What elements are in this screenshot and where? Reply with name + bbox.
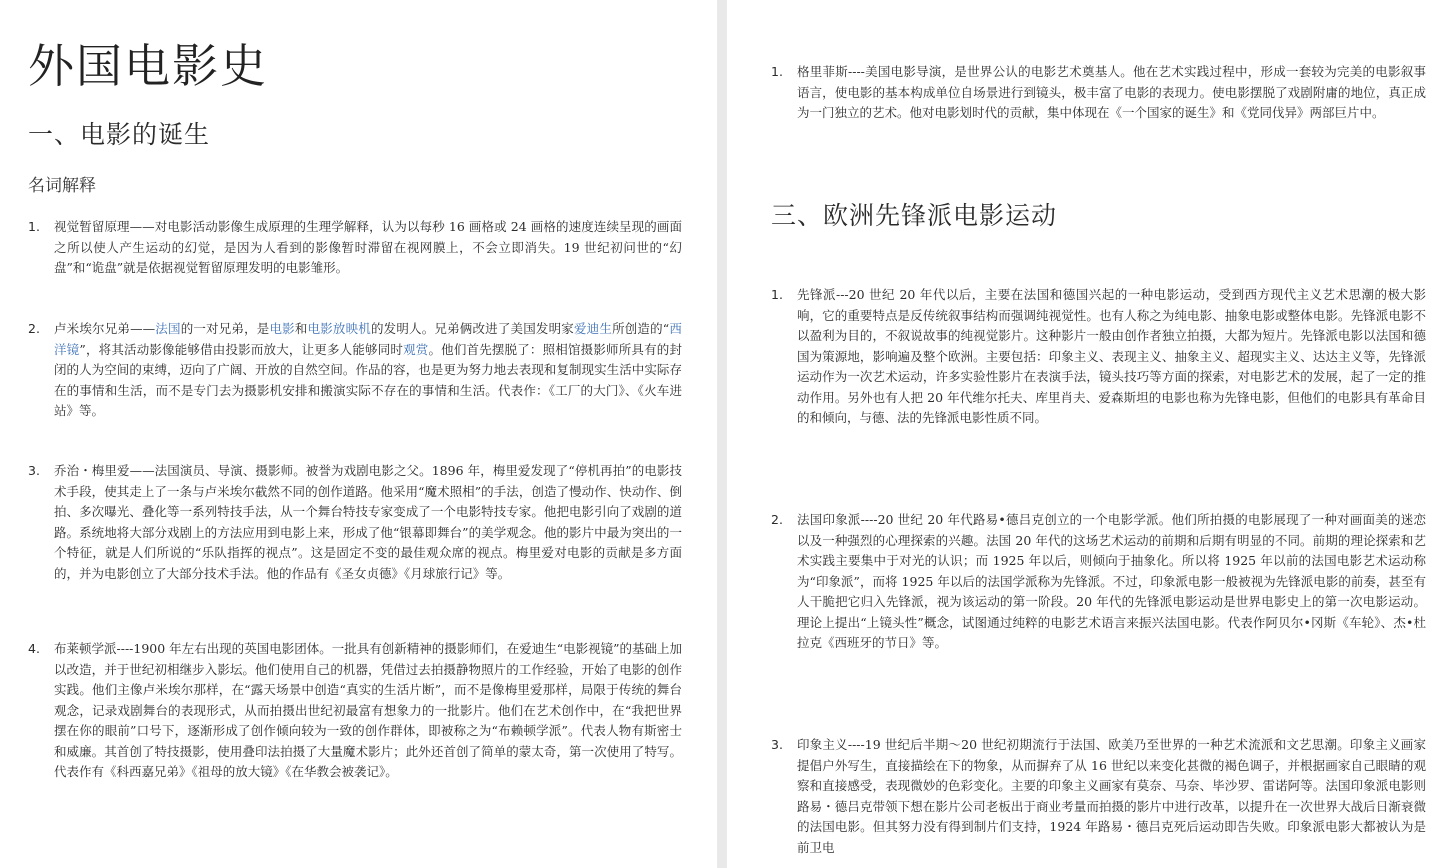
- document-title: 外国电影史: [28, 39, 268, 93]
- list-item: [771, 285, 1426, 429]
- list-number: 1.: [771, 287, 783, 302]
- subheading-terms: 名词解释: [28, 176, 96, 196]
- list-number: 3.: [28, 463, 40, 478]
- list-item-text: [54, 319, 682, 422]
- list-item-text: 法国印象派----20 世纪 20 年代路易•德吕克创立的一个电影学派。他们所拍摄的电影展现了一种对画面美的迷恋以及一种强烈的心理探索的兴趣。法国 20 年代的这场艺术运动的前期和后期有明显的不同。前期的理论探索和艺术实践主要集中于对光的认识；而 1925 年以后，则倾向于抽象化。所以将 1925 年以前的法国电影艺术运动称为“印象派”，而将 1925 年以后的法国学派称为先锋派。不过，印象派电影一般被视为先锋派电影的前奏，甚至有人干脆把它归入先锋派，视为该运动的第一阶段。20 年代的先锋派电影运动是世界电影史上的第一次电影运动。理论上提出“上镜头性”概念，试图通过纯粹的电影艺术语言来振兴法国电影。代表作阿贝尔•冈斯《车轮》、杰•杜拉克《西班牙的节日》等。: [797, 512, 1426, 650]
- document-page-left: [0, 0, 717, 868]
- text-segment: 的发明人。兄弟俩改进了美国发明家: [371, 321, 574, 336]
- text-segment: ”，将其活动影像能够借由投影而放大，让更多人能够同时: [79, 341, 404, 357]
- list-item: [28, 319, 682, 422]
- list-item-text: 先锋派---20 世纪 20 年代以后，主要在法国和德国兴起的一种电影运动，受到西方现代主义艺术思潮的极大影响，它的重要特点是反传统叙事结构而强调纯视觉性。也有人称之为纯电影、抽象电影或整体电影。先锋派电影不以盈利为目的，不叙说故事的纯视觉影片。这种影片一般由创作者独立拍摄，大都为短片。先锋派电影以法国和德国为策源地，影响遍及整个欧洲。主要包括：印象主义、表现主义、抽象主义、超现实主义、达达主义等，先锋派运动作为一次艺术运动，许多实验性影片在表演手法，镜头技巧等方面的探索，对电影艺术的发展，起了一定的推动作用。另外也有人把 20 年代维尔托夫、库里肖夫、爱森斯坦的电影也称为先锋电影，但他们的电影具有革命目的和倾向，与德、法的先锋派电影性质不同。: [797, 287, 1426, 425]
- text-segment: 。他们首先摆脱了：照相馆摄影师所具有的封闭的人为空间的束缚，迈向了广阔、开放的自然空间。作品的容，也是更为努力地去表现和复制现实生活中实际存在的事情和生活，而不是专门去为摄影机安排和搬演实际不存在的事情和生活。代表作：《工厂的大门》、《火车进站》等。: [54, 341, 682, 418]
- list-item-text: 视觉暂留原理——对电影活动影像生成原理的生理学解释，认为以每秒 16 画格或 24 画格的速度连续呈现的画面之所以使人产生运动的幻觉，是因为人看到的影像暂时滞留在视网膜上，不会立即消失。19 世纪初问世的“幻盘”和“诡盘”就是依据视觉暂留原理发明的电影雏形。: [54, 219, 682, 275]
- hyperlink[interactable]: 电影放映机: [307, 321, 371, 336]
- list-item-text: 格里菲斯----美国电影导演，是世界公认的电影艺术奠基人。他在艺术实践过程中，形成一套较为完美的电影叙事语言，使电影的基本构成单位自场景进行到镜头，极丰富了电影的表现力。使电影摆脱了戏剧附庸的地位，真正成为一门独立的艺术。他对电影划时代的贡献，集中体现在《一个国家的诞生》和《党同伐异》两部巨片中。: [797, 64, 1426, 120]
- hyperlink[interactable]: 观赏: [403, 341, 429, 357]
- list-number: 4.: [28, 641, 40, 656]
- page-gap: [717, 0, 727, 868]
- list-item-text: 布莱顿学派----1900 年左右出现的英国电影团体。一批具有创新精神的摄影师们，在爱迪生“电影视镜”的基础上加以改造，并于世纪初相继步入影坛。他们使用自己的机器，凭借过去拍摄静物照片的工作经验，开始了电影的创作实践。他们主像卢米埃尔那样，在“露天场景中创造“真实的生活片断”，而不是像梅里爱那样，局限于传统的舞台观念，记录戏剧舞台的表现形式，从而拍摄出世纪初最富有想象力的一批影片。他们在艺术创作中，在“我把世界摆在你的眼前”口号下，逐渐形成了创作倾向较为一致的创作群体，即被称之为“布赖顿学派”。代表人物有斯密士和威廉。其首创了特技摄影，使用叠印法拍摄了大量魔术影片；此外还首创了简单的蒙太奇，第一次使用了特写。代表作有《科西嘉兄弟》《祖母的放大镜》《在华教会被袭记》。: [54, 641, 682, 779]
- text-segment: 卢米埃尔兄弟——: [54, 321, 156, 336]
- hyperlink[interactable]: 法国: [155, 321, 181, 336]
- section-heading-1: 一、电影的诞生: [28, 120, 211, 149]
- list-item: [771, 62, 1426, 124]
- list-number: 1.: [771, 64, 783, 79]
- list-number: 3.: [771, 737, 783, 752]
- list-item: [771, 735, 1426, 858]
- hyperlink[interactable]: 电影: [269, 321, 295, 336]
- list-item: [28, 217, 682, 279]
- list-number: 2.: [28, 321, 40, 336]
- list-item-text: 乔治・梅里爱——法国演员、导演、摄影师。被誉为戏剧电影之父。1896 年，梅里爱发现了“停机再拍”的电影技术手段，使其走上了一条与卢米埃尔截然不同的创作道路。他采用“魔术照相”的手法，创造了慢动作、快动作、倒拍、多次曝光、叠化等一系列特技手法，从一个舞台特技专家变成了一个电影特技专家。他把电影引向了戏剧的道路。系统地将大部分戏剧上的方法应用到电影上来，形成了他“银幕即舞台”的美学观念。他的影片中最为突出的一个特征，就是人们所说的“乐队指挥的视点”。这是固定不变的最佳观众席的视点。梅里爱对电影的贡献是多方面的，并为电影创立了大部分技术手法。他的作品有《圣女贞德》《月球旅行记》等。: [54, 463, 682, 581]
- list-item: [28, 461, 682, 584]
- section-heading-3: 三、欧洲先锋派电影运动: [771, 201, 1058, 230]
- list-number: 2.: [771, 512, 783, 527]
- text-segment: 和: [294, 321, 308, 336]
- hyperlink[interactable]: 西洋镜: [54, 321, 682, 357]
- list-item: [28, 639, 682, 783]
- list-item: [771, 510, 1426, 654]
- text-segment: 所创造的“: [612, 321, 670, 336]
- list-number: 1.: [28, 219, 40, 234]
- list-item-text: 印象主义----19 世纪后半期～20 世纪初期流行于法国、欧美乃至世界的一种艺术流派和文艺思潮。印象主义画家提倡户外写生，直接描绘在下的物象，从而摒弃了从 16 世纪以来变化甚微的褐色调子，并根据画家自己眼睛的观察和直接感受，表现微妙的色彩变化。主要的印象主义画家有莫奈、马奈、毕沙罗、雷诺阿等。法国印象派电影则路易・德吕克带领下想在影片公司老板出于商业考量而拍摄的影片中进行改革，以提升在一次世界大战后日渐衰微的法国电影。但其努力没有得到制片们支持，1924 年路易・德吕克死后运动即告失败。印象派电影大都被认为是前卫电: [797, 737, 1426, 855]
- document-page-right: [727, 0, 1445, 868]
- hyperlink[interactable]: 爱迪生: [574, 321, 613, 336]
- text-segment: 的一对兄弟，是: [180, 321, 270, 336]
